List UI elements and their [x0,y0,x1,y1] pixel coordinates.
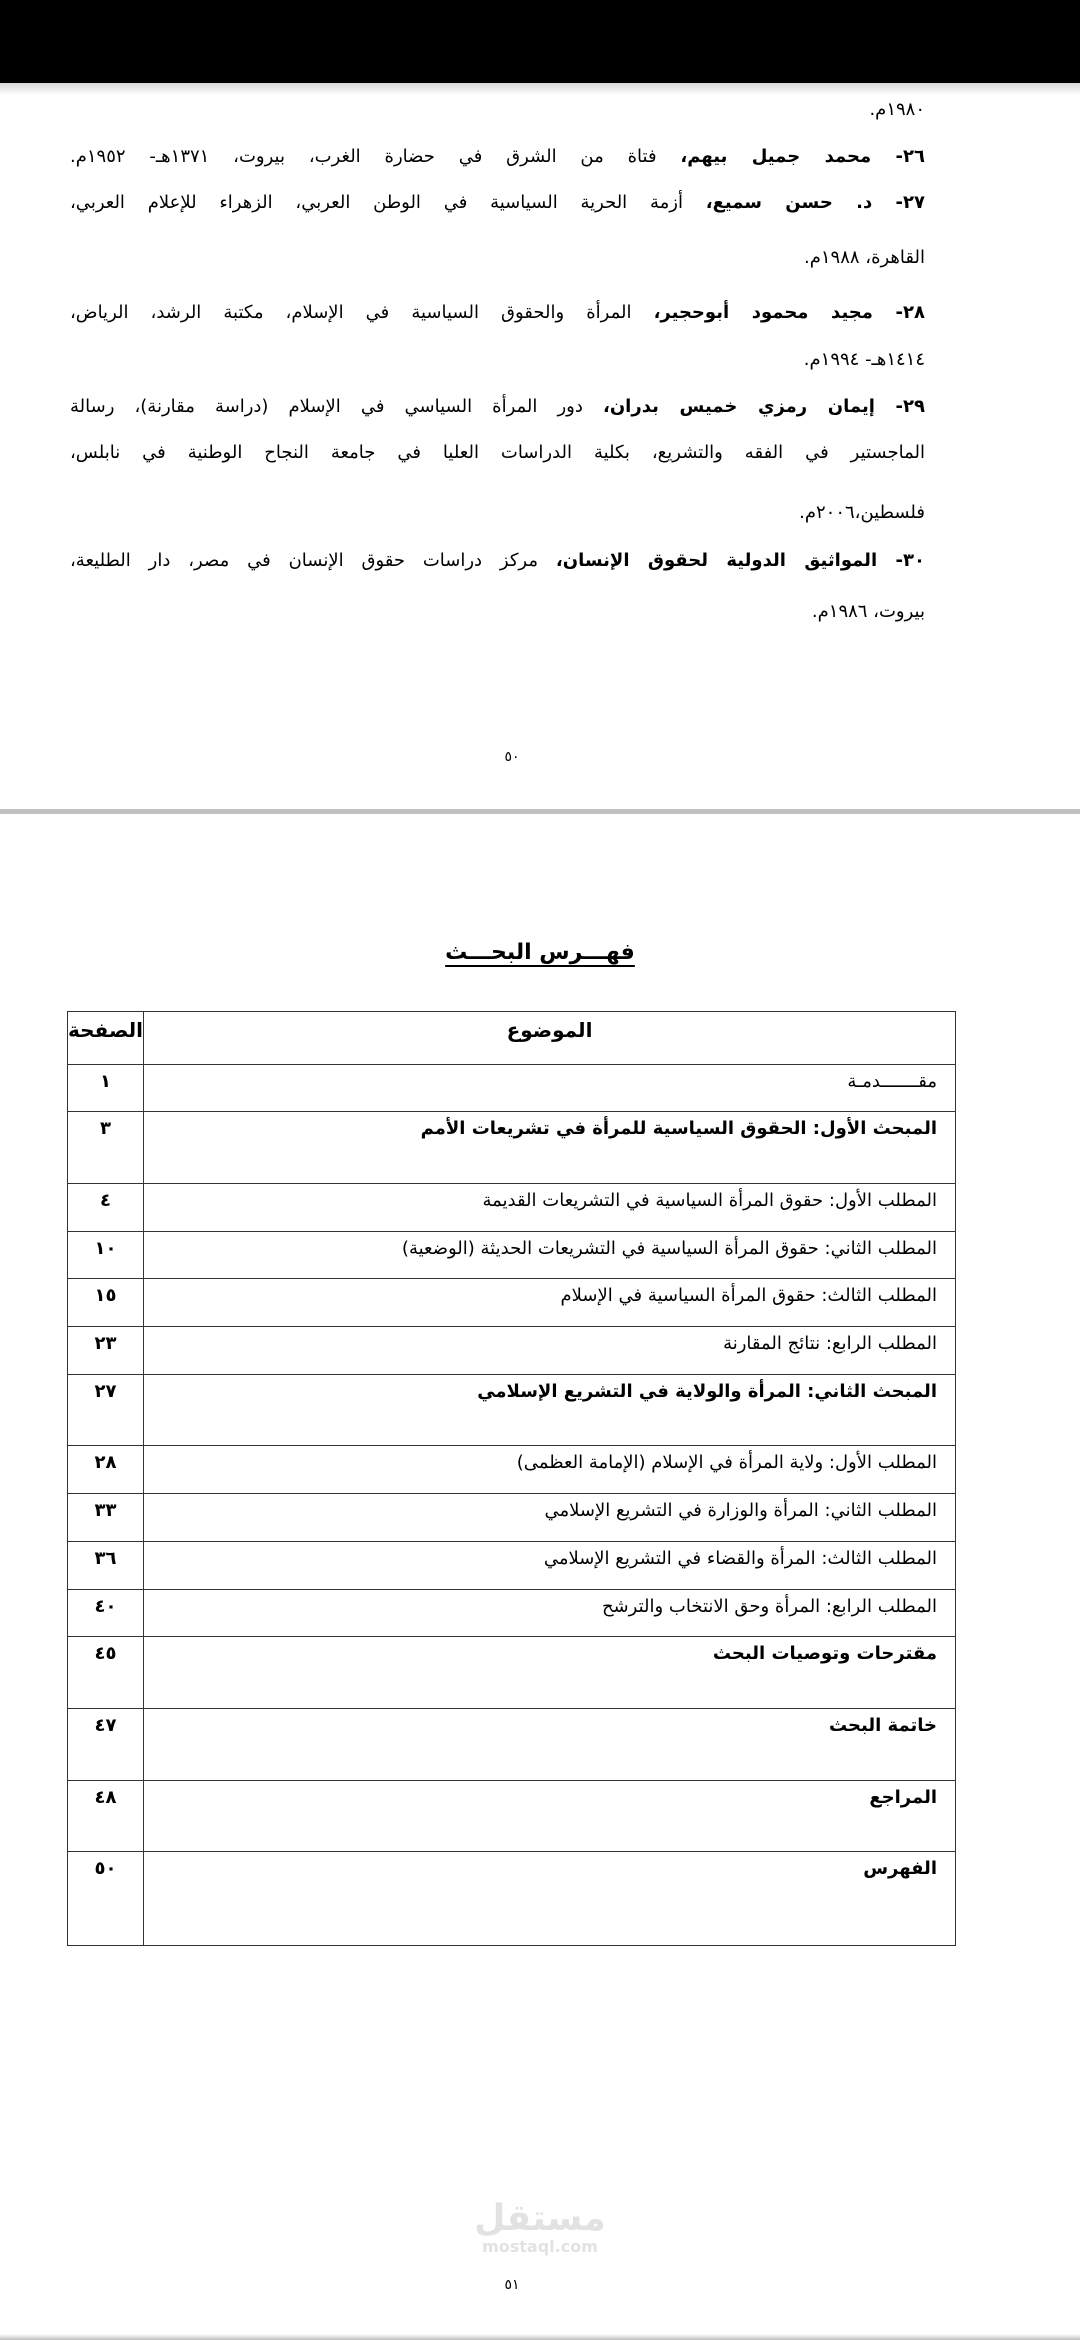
index-row [68,1375,956,1446]
index-table [67,1011,956,1946]
index-page-number: ٣٦ [68,1542,144,1590]
reference-text: مركز دراسات حقوق الإنسان في مصر، دار الطليعة، [70,550,556,571]
reference-text: فلسطين،٢٠٠٦م. [799,502,925,523]
index-topic: المطلب الأول: حقوق المرأة السياسية في التشريعات القديمة [144,1184,956,1232]
index-row [68,1709,956,1781]
index-topic: المطلب الثاني: حقوق المرأة السياسية في التشريعات الحديثة (الوضعية) [144,1232,956,1279]
watermark-latin: mostaql.com [482,2237,598,2256]
index-table-header [68,1012,956,1065]
header-topic: الموضوع [144,1012,956,1065]
index-row [68,1590,956,1637]
index-row [68,1232,956,1279]
index-page-number: ٥٠ [68,1852,144,1946]
index-page-number: ٣ [68,1112,144,1184]
reference-text: أزمة الحرية السياسية في الوطن العربي، الزهراء للإعلام العربي، [70,192,706,213]
mostaql-watermark-logo [470,2200,610,2256]
index-topic: المطلب الرابع: نتائج المقارنة [144,1327,956,1375]
reference-text: المرأة والحقوق السياسية في الإسلام، مكتبة الرشد، الرياض، [70,302,654,323]
index-topic: خاتمة البحث [144,1709,956,1781]
top-shadow [0,83,1080,95]
reference-number: ٢٦- [871,146,925,167]
index-row [68,1279,956,1327]
page-number: ٥٠ [504,749,520,765]
reference-text: ١٩٨٠م. [869,99,925,120]
index-page-number: ١٥ [68,1279,144,1327]
index-row [68,1112,956,1184]
index-topic: المراجع [144,1781,956,1852]
bottom-edge [0,2334,1080,2340]
watermark-arabic: مستقل [474,2198,606,2239]
index-row [68,1184,956,1232]
reference-line [70,188,925,218]
index-page-number: ٤٧ [68,1709,144,1781]
index-page-number: ٣٣ [68,1494,144,1542]
index-row [68,1637,956,1709]
index-page-number: ٢٣ [68,1327,144,1375]
index-topic: المطلب الثاني: المرأة والوزارة في التشريع الإسلامي [144,1494,956,1542]
index-topic: المطلب الأول: ولاية المرأة في الإسلام (الإمامة العظمى) [144,1446,956,1494]
reference-text: القاهرة، ١٩٨٨م. [803,247,925,268]
index-row [68,1542,956,1590]
reference-number: ٢٨- [872,302,925,323]
index-page-number: ١ [68,1065,144,1112]
index-row [68,1065,956,1112]
index-page-number: ٤٨ [68,1781,144,1852]
index-row [68,1494,956,1542]
index-page-number: ٤٠ [68,1590,144,1637]
reference-line [70,392,925,422]
reference-line [70,142,925,172]
index-row [68,1852,956,1946]
top-dark-bar [0,0,1080,83]
index-page-number: ١٠ [68,1232,144,1279]
index-topic: المبحث الثاني: المرأة والولاية في التشريع الإسلامي [144,1375,956,1446]
index-row [68,1327,956,1375]
reference-line [70,345,925,375]
reference-line [70,95,925,125]
reference-author: د. حسن سميع، [705,192,873,213]
index-topic: المطلب الرابع: المرأة وحق الانتخاب والترشح [144,1590,956,1637]
reference-author: المواثيق الدولية لحقوق الإنسان، [555,550,878,571]
page-divider [0,809,1080,814]
reference-line [70,243,925,273]
reference-line [70,298,925,328]
reference-author: محمد جميل بيهم، [680,146,872,167]
index-topic: المبحث الأول: الحقوق السياسية للمرأة في تشريعات الأمم [144,1112,956,1184]
index-row [68,1781,956,1852]
reference-text: فتاة من الشرق في حضارة الغرب، بيروت، ١٣٧١هـ- ١٩٥٢م. [70,146,681,167]
index-row [68,1446,956,1494]
reference-text: ١٤١٤هـ- ١٩٩٤م. [803,349,925,370]
reference-author: مجيد محمود أبوحجير، [653,302,873,323]
index-page-number: ٤ [68,1184,144,1232]
reference-number: ٣٠- [877,550,925,571]
reference-author: إيمان رمزي خميس بدران، [602,396,875,417]
reference-text: دور المرأة السياسي في الإسلام (دراسة مقارنة)، رسالة [70,396,603,417]
reference-line [70,546,925,576]
reference-text: الماجستير في الفقه والتشريع، بكلية الدراسات العليا في جامعة النجاح الوطنية في نابلس، [70,442,925,463]
reference-number: ٢٧- [872,192,925,213]
index-topic: مقـــــــدمـة [144,1065,956,1112]
index-topic: المطلب الثالث: المرأة والقضاء في التشريع الإسلامي [144,1542,956,1590]
index-title: فهـــرس البحـــث [445,940,635,965]
index-topic: المطلب الثالث: حقوق المرأة السياسية في الإسلام [144,1279,956,1327]
reference-text: بيروت، ١٩٨٦م. [811,601,925,622]
reference-number: ٢٩- [874,396,926,417]
index-topic: الفهرس [144,1852,956,1946]
page-number: ٥١ [504,2277,520,2293]
reference-line [70,438,925,468]
reference-line [70,498,925,528]
index-page-number: ٢٨ [68,1446,144,1494]
index-topic: مقترحات وتوصيات البحث [144,1637,956,1709]
index-page-number: ٤٥ [68,1637,144,1709]
reference-line [70,597,925,627]
index-page-number: ٢٧ [68,1375,144,1446]
header-page: الصفحة [68,1012,144,1065]
